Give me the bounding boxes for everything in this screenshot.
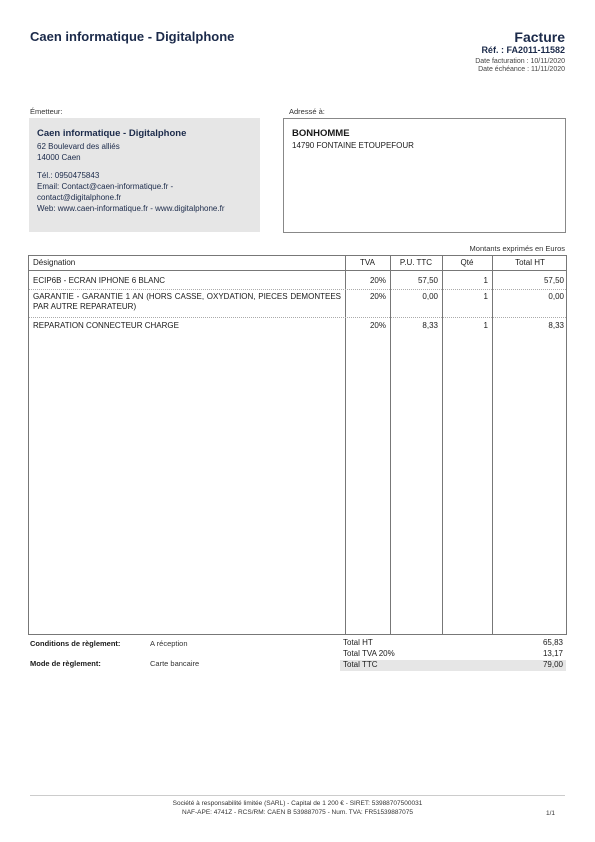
currency-note: Montants exprimés en Euros (469, 244, 565, 253)
payment-terms (30, 639, 310, 651)
sender-box (29, 118, 260, 232)
footer-divider (30, 795, 565, 796)
sender-phone: Tél.: 0950475843 (37, 171, 100, 180)
due-date: Date échéance : 11/11/2020 (478, 66, 565, 73)
payment-mode (30, 659, 310, 671)
total-ht-value: 65,83 (542, 638, 563, 647)
footer-legal-line1: Société à responsabilité limitée (SARL) - Capital de 1 200 € - SIRET: 53988707500031 (172, 800, 423, 807)
total-tva-value: 13,17 (542, 649, 563, 658)
row-tva: 20% (369, 292, 386, 301)
header-unit-price: P.U. TTC (399, 258, 433, 267)
footer-legal-line2: NAF-APE: 4741Z - RCS/RM: CAEN B 539887075 - Num. TVA: FR51539887075 (182, 809, 413, 816)
invoice-date: Date facturation : 10/11/2020 (475, 58, 565, 65)
row-designation: ECIP6B - ECRAN IPHONE 6 BLANC (33, 276, 166, 285)
sender-address-line2: 14000 Caen (37, 153, 81, 162)
sender-email-line1: Email: Contact@caen-informatique.fr - (37, 182, 174, 191)
total-ttc-row (340, 660, 566, 671)
total-ttc-label: Total TTC (343, 660, 378, 669)
total-ht-row (340, 638, 566, 649)
totals-block (340, 638, 566, 672)
row-total: 57,50 (543, 276, 564, 285)
row-unit-price: 57,50 (417, 276, 438, 285)
recipient-address: 14790 FONTAINE ETOUPEFOUR (292, 141, 414, 150)
row-total: 8,33 (548, 321, 564, 330)
payment-terms-value: A réception (150, 639, 188, 648)
sender-name: Caen informatique - Digitalphone (37, 128, 187, 139)
header-total-ht: Total HT (515, 258, 545, 267)
payment-mode-value: Carte bancaire (150, 659, 200, 668)
row-unit-price: 0,00 (422, 292, 438, 301)
table-row (29, 273, 566, 290)
row-tva: 20% (369, 276, 386, 285)
row-unit-price: 8,33 (422, 321, 438, 330)
payment-mode-label: Mode de règlement: (30, 659, 101, 668)
page-number: 1/1 (545, 810, 555, 817)
document-title: Facture (514, 29, 565, 45)
payment-terms-label: Conditions de règlement: (30, 639, 121, 648)
sender-email-line2: contact@digitalphone.fr (37, 193, 122, 202)
recipient-box (283, 118, 566, 233)
company-name: Caen informatique - Digitalphone (30, 29, 235, 44)
row-designation: REPARATION CONNECTEUR CHARGE (33, 321, 179, 330)
sender-label: Émetteur: (30, 107, 63, 116)
total-ttc-value: 79,00 (542, 660, 563, 669)
row-quantity: 1 (483, 292, 488, 301)
header-designation: Désignation (33, 258, 76, 267)
sender-website: Web: www.caen-informatique.fr - www.digitalphone.fr (37, 204, 225, 213)
total-ht-label: Total HT (343, 638, 373, 647)
table-header (29, 256, 566, 271)
total-tva-label: Total TVA 20% (343, 649, 395, 658)
header-tva: TVA (360, 258, 375, 267)
table-row (29, 291, 566, 318)
row-quantity: 1 (483, 276, 488, 285)
row-designation: GARANTIE - GARANTIE 1 AN (HORS CASSE, OXYDATION, PIECES DEMONTEES PAR AUTRE REPARATEUR) (33, 292, 341, 311)
total-tva-row (340, 649, 566, 660)
recipient-label: Adressé à: (289, 107, 325, 116)
invoice-items-table (28, 255, 567, 635)
table-row (29, 320, 566, 334)
row-tva: 20% (369, 321, 386, 330)
row-total: 0,00 (548, 292, 564, 301)
row-quantity: 1 (483, 321, 488, 330)
recipient-name: BONHOMME (292, 128, 350, 139)
sender-address-line1: 62 Boulevard des alliés (37, 142, 120, 151)
header-quantity: Qté (460, 258, 474, 267)
invoice-reference: Réf. : FA2011-11582 (481, 45, 565, 55)
